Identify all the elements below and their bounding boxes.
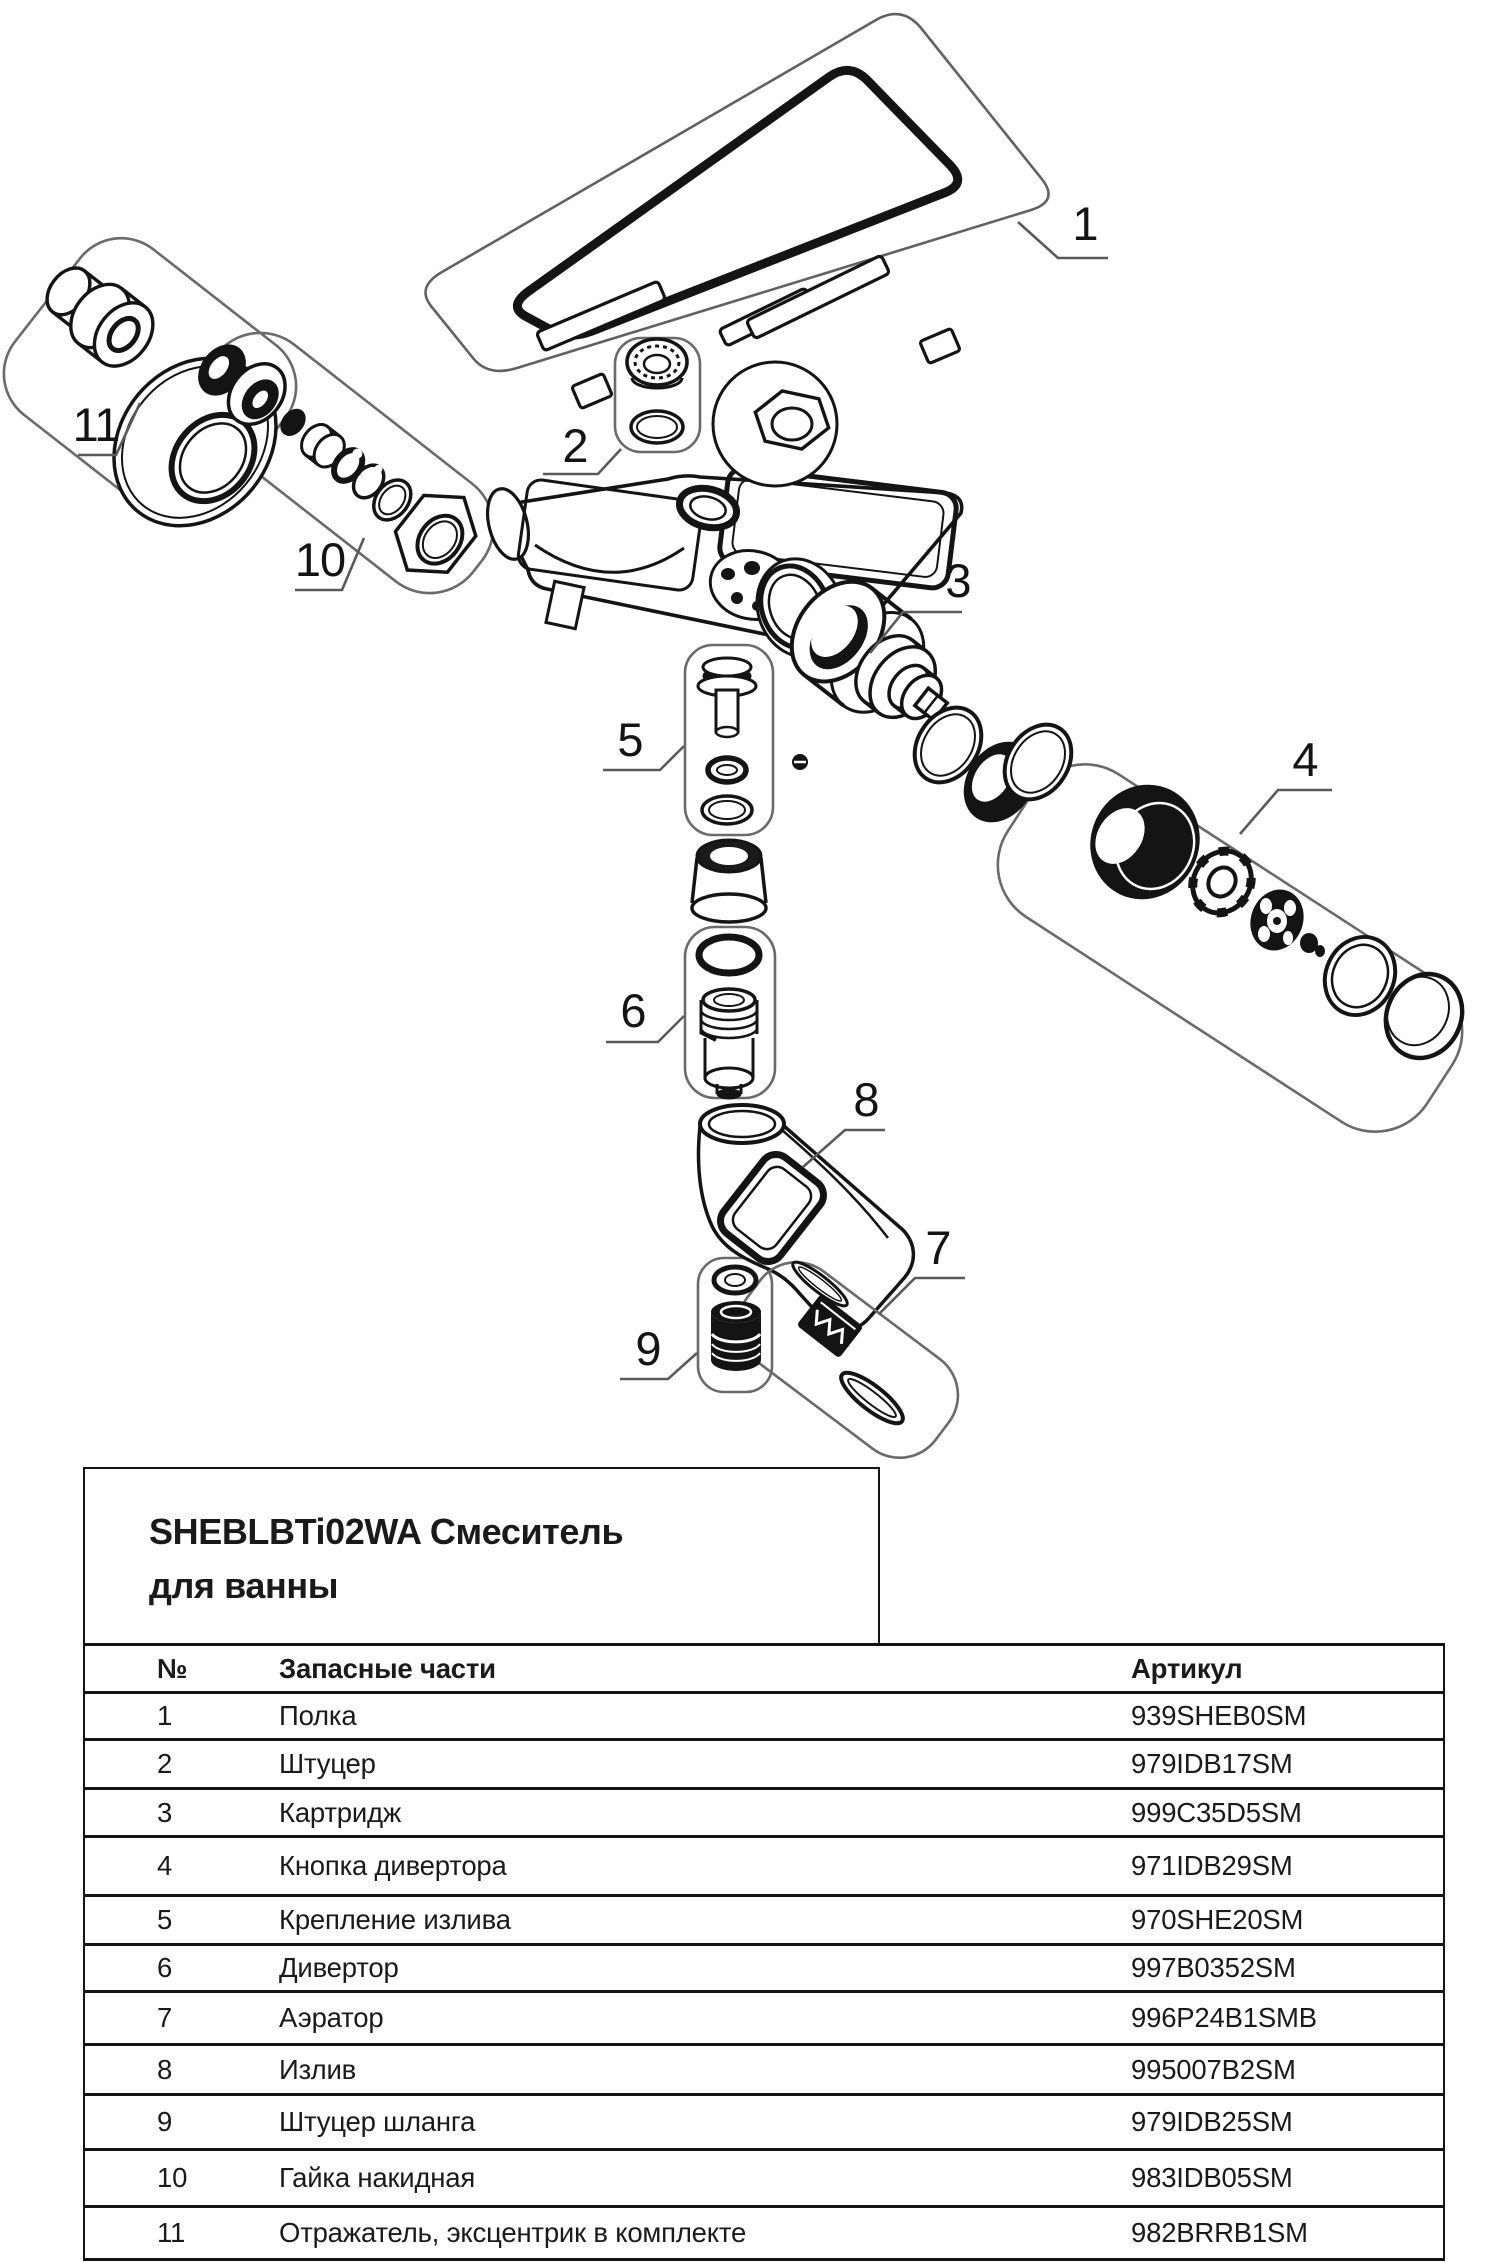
diverter-button-kit — [991, 712, 1476, 1070]
cell-part: Излив — [279, 2053, 357, 2085]
cell-part: Крепление излива — [279, 1904, 511, 1935]
cell-num: 7 — [157, 2002, 173, 2033]
table-row — [85, 2043, 1443, 2093]
group-box-4 — [974, 741, 1486, 1156]
cone-spacer — [692, 840, 766, 922]
diverter-part — [699, 937, 759, 1099]
cell-article: 979IDB17SM — [1131, 1748, 1293, 1779]
cell-part: Кнопка дивертора — [279, 1850, 507, 1881]
cell-article: 970SHE20SM — [1131, 1904, 1304, 1935]
cell-num: 5 — [157, 1904, 173, 1935]
cell-article: 983IDB05SM — [1131, 2162, 1293, 2193]
cell-article: 971IDB29SM — [1131, 1850, 1293, 1881]
clip-diamond — [572, 373, 613, 408]
cell-part: Картридж — [279, 1796, 402, 1828]
callout-2: 2 — [562, 419, 588, 472]
table-row — [85, 1990, 1443, 2043]
callout-11: 11 — [72, 398, 120, 451]
cell-num: 2 — [157, 1748, 173, 1779]
table-row — [85, 2093, 1443, 2148]
cell-num: 10 — [157, 2162, 188, 2193]
cell-num: 9 — [157, 2106, 173, 2137]
parts-table — [83, 1643, 1445, 2261]
table-header-row — [85, 1643, 1443, 1691]
cell-num: 11 — [157, 2217, 186, 2248]
cell-num: 6 — [157, 1952, 173, 1983]
hose-connector-part — [711, 1267, 761, 1371]
cell-part: Штуцер — [279, 1748, 376, 1779]
spout-part — [699, 1105, 914, 1329]
title-block — [83, 1467, 880, 1643]
cell-article: 997B0352SM — [1131, 1952, 1296, 1983]
callout-7: 7 — [925, 1221, 951, 1274]
cell-article: 995007B2SM — [1131, 2053, 1296, 2085]
cell-article: 996P24B1SMB — [1131, 2002, 1317, 2033]
clip-diamond — [920, 328, 961, 363]
spout-fixing-set — [698, 658, 808, 824]
table-row — [85, 1691, 1443, 1738]
callout-9: 9 — [635, 1322, 661, 1375]
callout-3: 3 — [945, 554, 971, 607]
cell-part: Дивертор — [279, 1952, 399, 1983]
col-header-num: № — [157, 1652, 188, 1684]
cell-article: 979IDB25SM — [1131, 2106, 1293, 2137]
cell-num: 1 — [157, 1700, 173, 1731]
callout-4: 4 — [1292, 733, 1318, 786]
inlet-cylinder — [713, 362, 837, 486]
product-title — [149, 1505, 623, 1613]
callout-10: 10 — [294, 533, 346, 586]
table-row — [85, 1738, 1443, 1787]
table-row — [85, 1943, 1443, 1990]
cell-part: Штуцер шланга — [279, 2106, 476, 2137]
cell-part: Отражатель, эксцентрик в комплекте — [279, 2217, 747, 2248]
cell-article: 999C35D5SM — [1131, 1796, 1302, 1828]
cell-article: 982BRRB1SM — [1131, 2217, 1308, 2248]
table-row — [85, 1787, 1443, 1835]
cell-part: Полка — [279, 1700, 357, 1731]
callout-5: 5 — [617, 713, 643, 766]
cell-article: 939SHEB0SM — [1131, 1700, 1307, 1731]
callout-6: 6 — [620, 984, 646, 1037]
table-row — [85, 2148, 1443, 2205]
cell-num: 4 — [157, 1850, 173, 1881]
cell-num: 8 — [157, 2053, 173, 2085]
col-header-part: Запасные части — [279, 1652, 496, 1684]
table-row — [85, 2205, 1443, 2258]
fitting-part — [627, 339, 687, 443]
cell-num: 3 — [157, 1796, 173, 1828]
cell-part: Аэратор — [279, 2002, 384, 2033]
table-row — [85, 1835, 1443, 1894]
product-title-line2: для ванны — [149, 1565, 339, 1606]
cell-part: Гайка накидная — [279, 2162, 476, 2193]
product-title-line1: SHEBLBTi02WA Смеситель — [149, 1511, 624, 1552]
table-row — [85, 1894, 1443, 1943]
shelf-part — [426, 14, 1049, 409]
col-header-article: Артикул — [1131, 1652, 1243, 1684]
callout-8: 8 — [853, 1073, 879, 1126]
callout-1: 1 — [1072, 197, 1098, 250]
